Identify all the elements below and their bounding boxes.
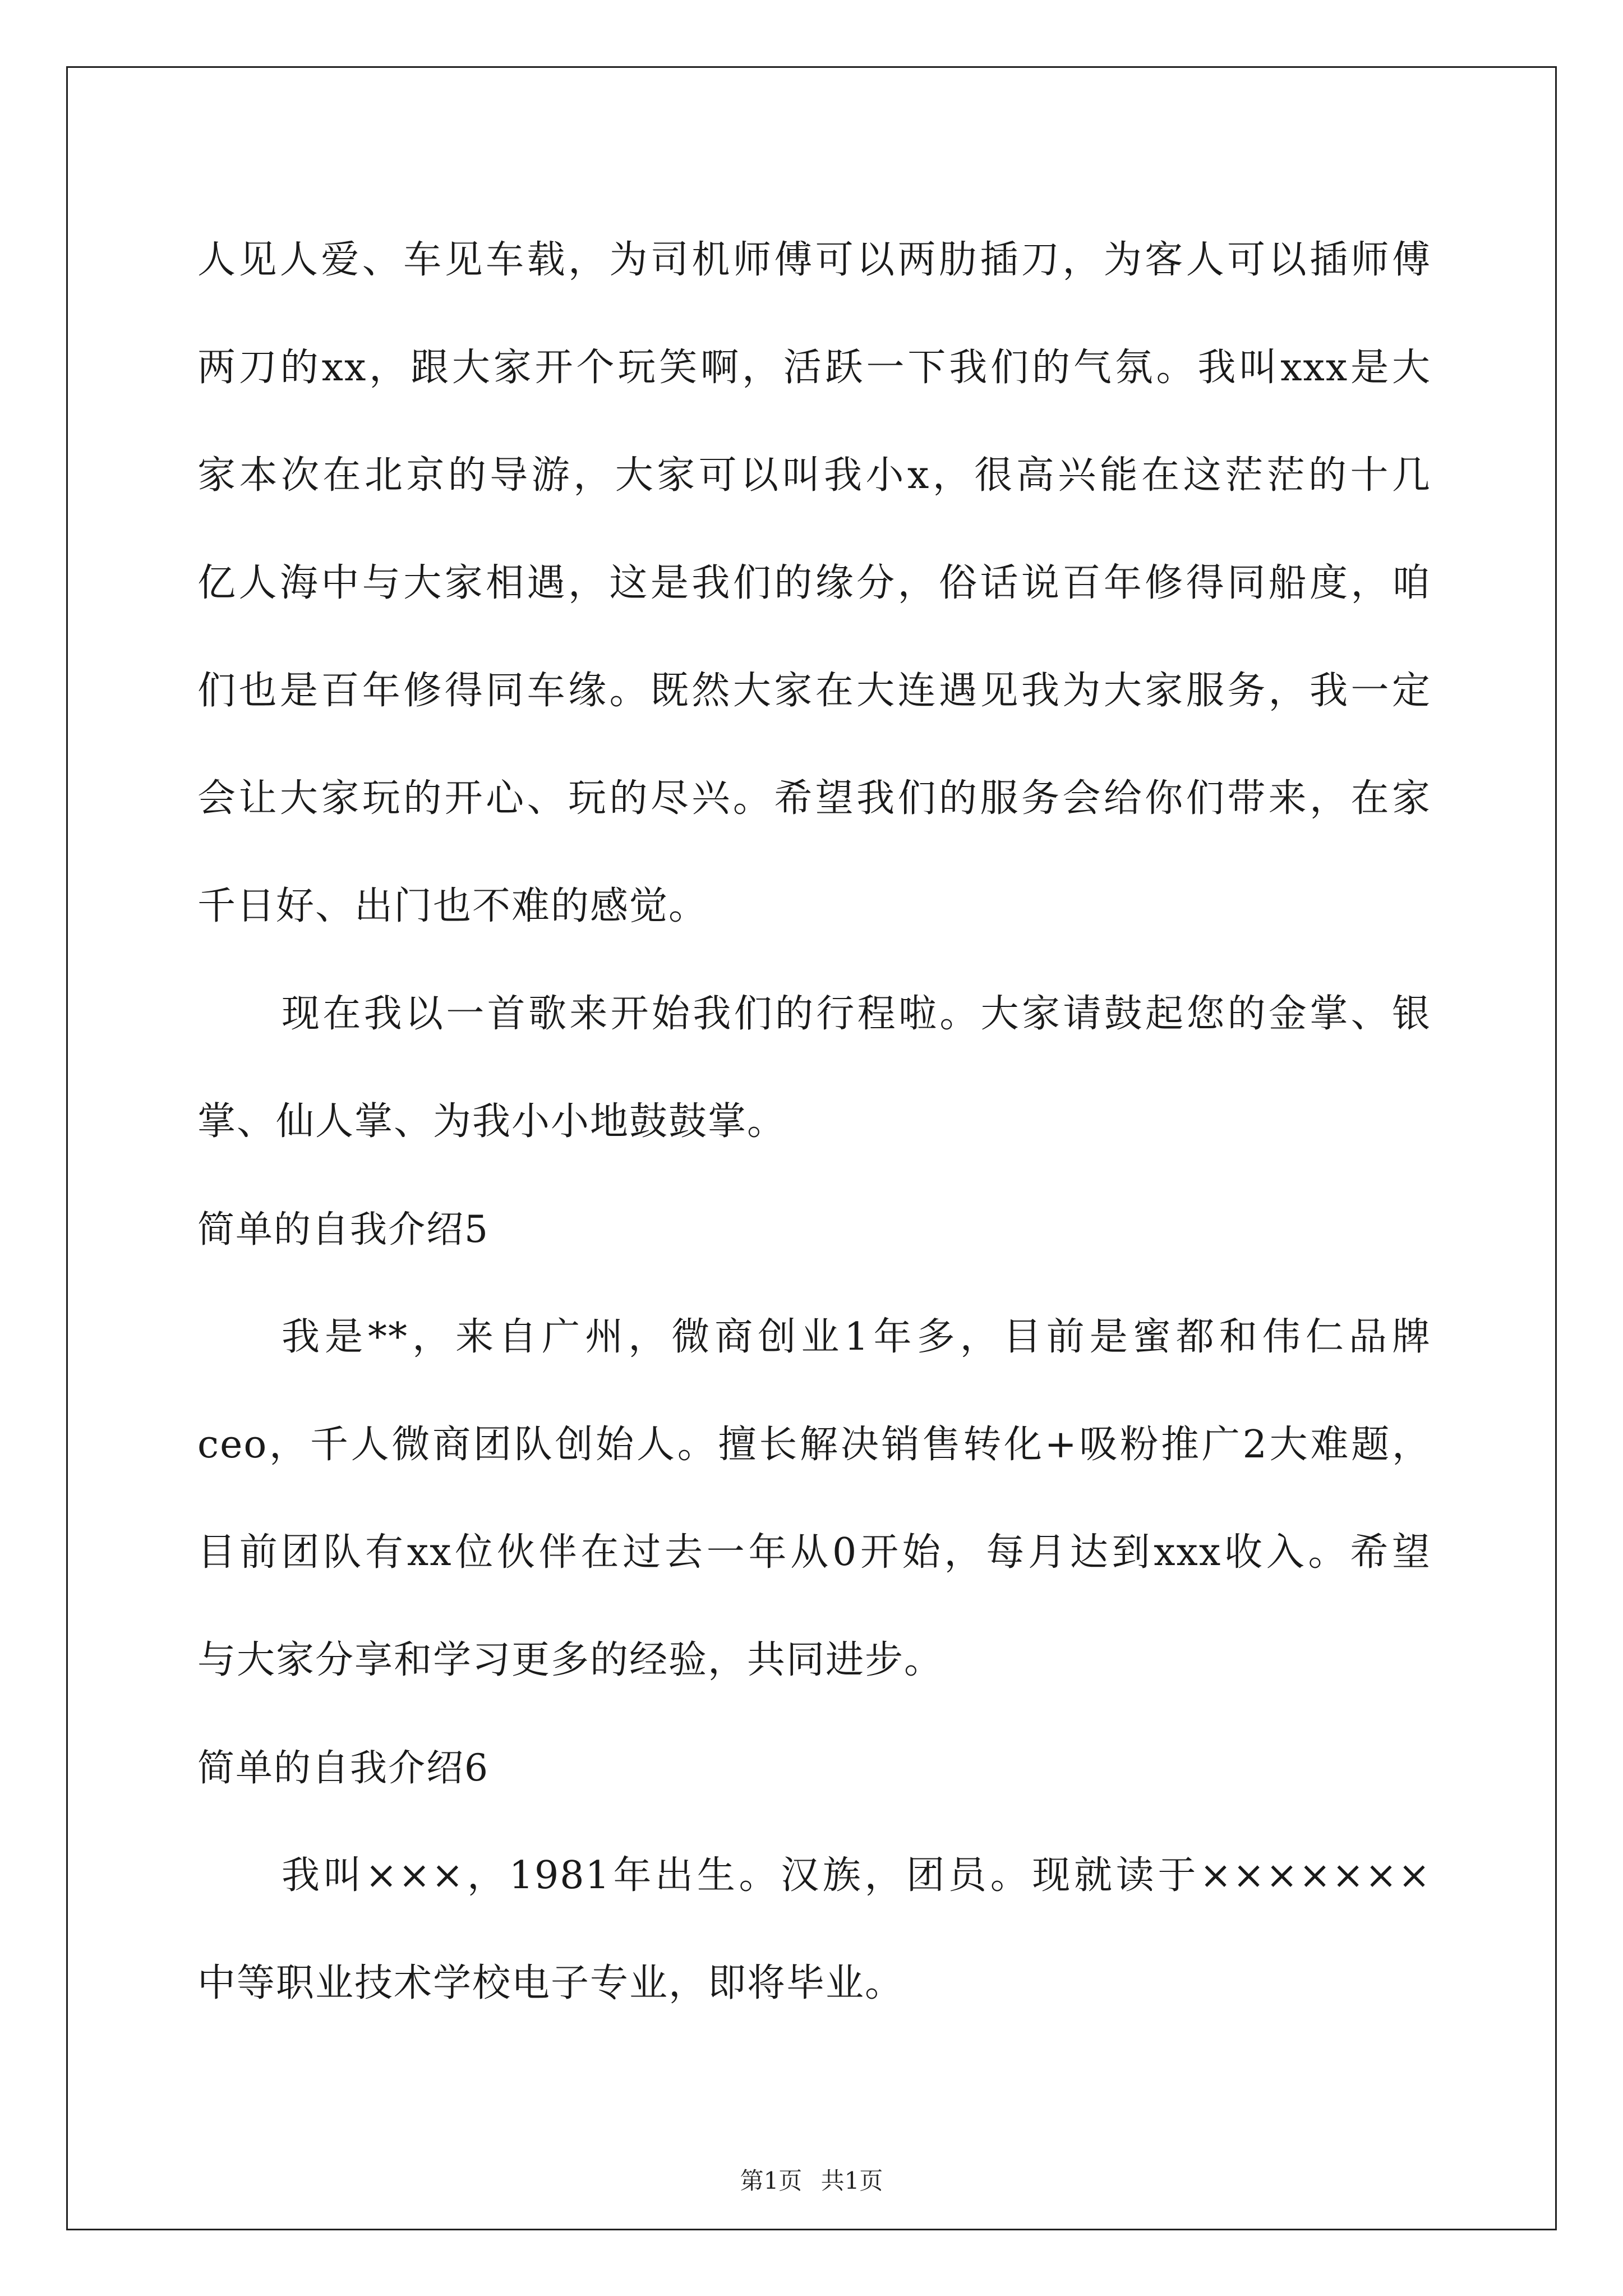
text-line: 我是**，来自广州，微商创业1年多，目前是蜜都和伟仁品牌	[282, 1315, 1431, 1359]
text-line: 目前团队有xx位伙伴在过去一年从0开始，每月达到xxx收入。希望	[197, 1530, 1431, 1575]
text-line: 千日好、出门也不难的感觉。	[197, 884, 708, 928]
text-line: 现在我以一首歌来开始我们的行程啦。大家请鼓起您的金掌、银	[282, 992, 1431, 1036]
text-line: 掌、仙人掌、为我小小地鼓鼓掌。	[197, 1099, 787, 1144]
text-line: 两刀的xx，跟大家开个玩笑啊，活跃一下我们的气氛。我叫xxx是大	[197, 346, 1431, 390]
page-total: 共1页	[820, 2167, 883, 2194]
text-line: 与大家分享和学习更多的经验，共同进步。	[197, 1638, 944, 1682]
document-body	[197, 206, 1431, 2037]
section-heading: 简单的自我介绍6	[197, 1746, 489, 1789]
text-line: 们也是百年修得同车缘。既然大家在大连遇见我为大家服务，我一定	[197, 669, 1431, 713]
text-line: 中等职业技术学校电子专业，即将毕业。	[197, 1961, 905, 2005]
text-line: 人见人爱、车见车载，为司机师傅可以两肋插刀，为客人可以插师傅	[197, 238, 1431, 282]
section-heading: 简单的自我介绍5	[197, 1208, 489, 1251]
text-line: 会让大家玩的开心、玩的尽兴。希望我们的服务会给你们带来，在家	[197, 776, 1431, 821]
text-line: 亿人海中与大家相遇，这是我们的缘分，俗话说百年修得同船度，咱	[197, 561, 1431, 605]
page-number: 第1页	[740, 2167, 803, 2194]
page-footer	[0, 2164, 1623, 2198]
text-line: 家本次在北京的导游，大家可以叫我小x，很高兴能在这茫茫的十几	[197, 453, 1431, 498]
text-line: ceo，千人微商团队创始人。擅长解决销售转化+吸粉推广2大难题，	[197, 1423, 1431, 1467]
text-line: 我叫×××，1981年出生。汉族，团员。现就读于×××××××	[282, 1853, 1431, 1898]
